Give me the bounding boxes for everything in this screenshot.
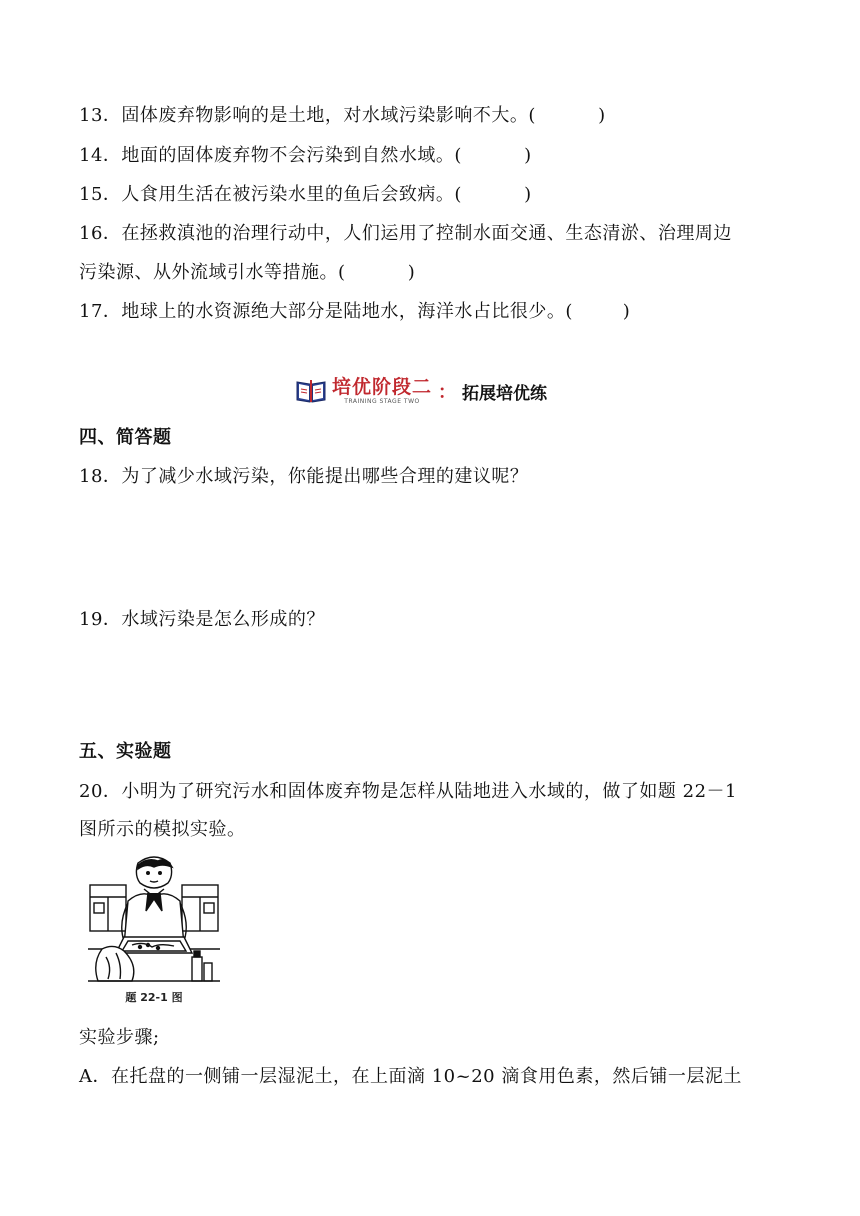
question-15 [79,183,532,207]
answer-blank-14[interactable] [462,144,524,168]
question-13 [79,104,606,128]
stage-colon: ： [438,382,457,403]
steps-label: 实验步骤; [79,1027,160,1048]
question-17-text: 17．地球上的水资源绝大部分是陆地水，海洋水占比很少。( [79,301,573,322]
question-13-close: ) [598,105,606,126]
question-19: 19．水域污染是怎么形成的？ [79,609,325,630]
stage-subtitle: TRAINING STAGE TWO [344,398,420,405]
question-15-text: 15．人食用生活在被污染水里的鱼后会致病。( [79,184,462,205]
figure-caption: 题 22-1 图 [125,991,183,1004]
student-experiment-illustration [88,853,220,987]
question-16-line-2 [79,261,415,285]
stage-title: 培优阶段二 [332,376,433,398]
question-16-line-1 [79,222,732,246]
question-14-close: ) [524,145,532,166]
question-17-close: ) [622,301,631,322]
question-16-text-1: 16．在拯救滇池的治理行动中，人们运用了控制水面交通、生态清淤、治理周边 [79,223,732,244]
question-14 [79,144,532,168]
step-a: A．在托盘的一侧铺一层湿泥土，在上面滴 10~20 滴食用色素，然后铺一层泥土 [79,1066,742,1087]
question-14-text: 14．地面的固体废弃物不会污染到自然水域。( [79,145,462,166]
section-4-heading: 四、简答题 [79,427,172,448]
stage-banner [294,373,547,409]
question-18: 18．为了减少水域污染，你能提出哪些合理的建议呢？ [79,466,529,487]
question-15-close: ) [524,184,532,205]
question-16-close: ) [407,262,416,283]
stage-title-block [332,376,432,406]
question-13-text: 13．固体废弃物影响的是土地，对水域污染影响不大。( [79,105,536,126]
section-5-heading: 五、实验题 [79,741,172,762]
question-20-line-1: 20．小明为了研究污水和固体废弃物是怎样从陆地进入水域的，做了如题 22－1 [79,781,737,802]
stage-name: 拓展培优练 [462,383,548,404]
answer-blank-15[interactable] [462,183,524,207]
book-icon [294,376,328,406]
question-20-line-2: 图所示的模拟实验。 [79,819,246,840]
answer-blank-16[interactable] [346,261,408,285]
question-17 [79,300,630,324]
question-16-text-2: 污染源、从外流域引水等措施。( [79,262,346,283]
answer-blank-17[interactable] [573,300,623,324]
experiment-figure [88,853,220,1008]
answer-blank-13[interactable] [536,104,598,128]
